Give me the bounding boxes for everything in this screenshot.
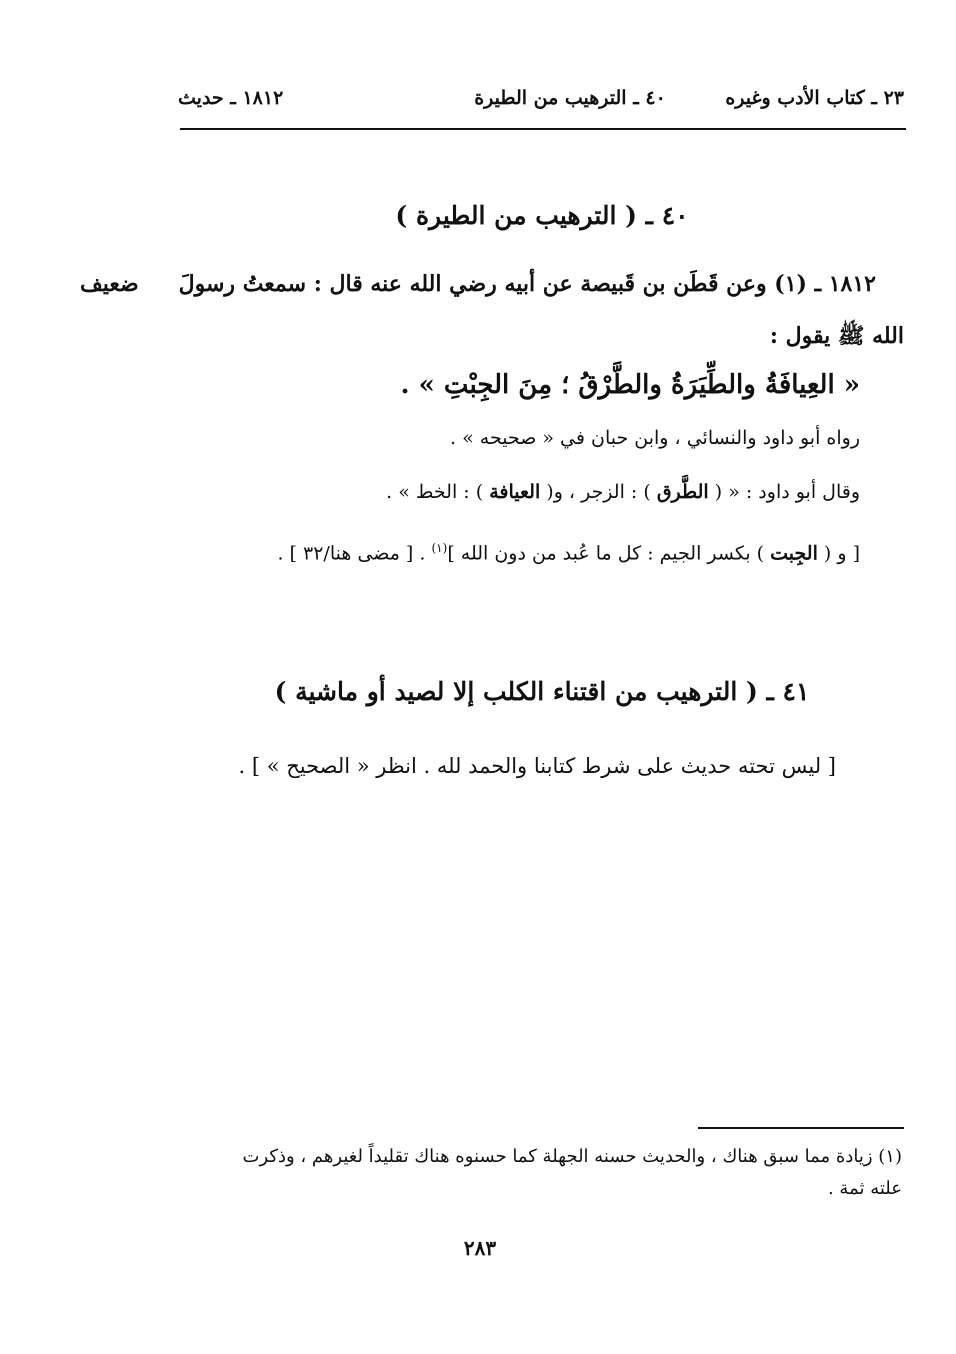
abu-dawud-prefix: وقال أبو داود : « ( bbox=[714, 481, 860, 503]
hadith-narration: رواه أبو داود والنسائي ، وابن حبان في « صحيحه » . bbox=[450, 427, 860, 449]
jibt-prefix: [ و ( bbox=[823, 542, 860, 565]
jibt-suffix: . [ مضى هنا/٣٢ ] . bbox=[277, 542, 426, 565]
footnote-separator bbox=[698, 1127, 904, 1129]
abu-dawud-mid: ) : الزجر ، و( bbox=[546, 481, 651, 503]
section-41-title: ٤١ ـ ( الترهيب من اقتناء الكلب إلا لصيد أو ماشية ) bbox=[274, 677, 810, 706]
jibt-note bbox=[277, 534, 860, 567]
footnote-ref: (١) bbox=[431, 541, 448, 555]
header-book-title: ٢٣ ـ كتاب الأدب وغيره bbox=[725, 87, 904, 109]
hadith-line-1: ١٨١٢ ـ (١) وعن قَطَن بن قَبيصة عن أبيه رضي الله عنه قال : سمعتُ رسولَ bbox=[178, 271, 876, 297]
term-iyafa: العيافة bbox=[489, 481, 541, 503]
hadith-quote: « العِيافَةُ والطِّيَرَةُ والطَّرْقُ ؛ مِنَ الجِبْتِ » . bbox=[400, 370, 860, 400]
hadith-line-2: الله ﷺ يقول : bbox=[769, 323, 904, 349]
page-number: ٢٨٣ bbox=[463, 1236, 497, 1260]
abu-dawud-explanation bbox=[386, 478, 860, 506]
footnote-line-2: علته ثمة . bbox=[827, 1178, 902, 1199]
header-rule bbox=[180, 128, 906, 130]
header-hadith-number: ١٨١٢ ـ حديث bbox=[178, 87, 284, 109]
header-chapter-title: ٤٠ ـ الترهيب من الطيرة bbox=[474, 87, 666, 109]
footnote-line-1: (١) زيادة مما سبق هناك ، والحديث حسنه الجهلة كما حسنوه هناك تقليداً لغيرهم ، وذكرت bbox=[242, 1146, 902, 1167]
hadith-grade: ضعيف bbox=[80, 271, 139, 297]
abu-dawud-suffix: ) : الخط » . bbox=[386, 481, 484, 503]
section-40-title: ٤٠ ـ ( الترهيب من الطيرة ) bbox=[395, 201, 689, 230]
jibt-body: ) بكسر الجيم : كل ما عُبد من دون الله ] bbox=[447, 542, 765, 565]
section-41-body: [ ليس تحته حديث على شرط كتابنا والحمد لله . انظر « الصحيح » ] . bbox=[238, 754, 836, 778]
term-jibt: الجِبت bbox=[770, 542, 818, 565]
term-tarq: الطَّرق bbox=[656, 481, 709, 503]
